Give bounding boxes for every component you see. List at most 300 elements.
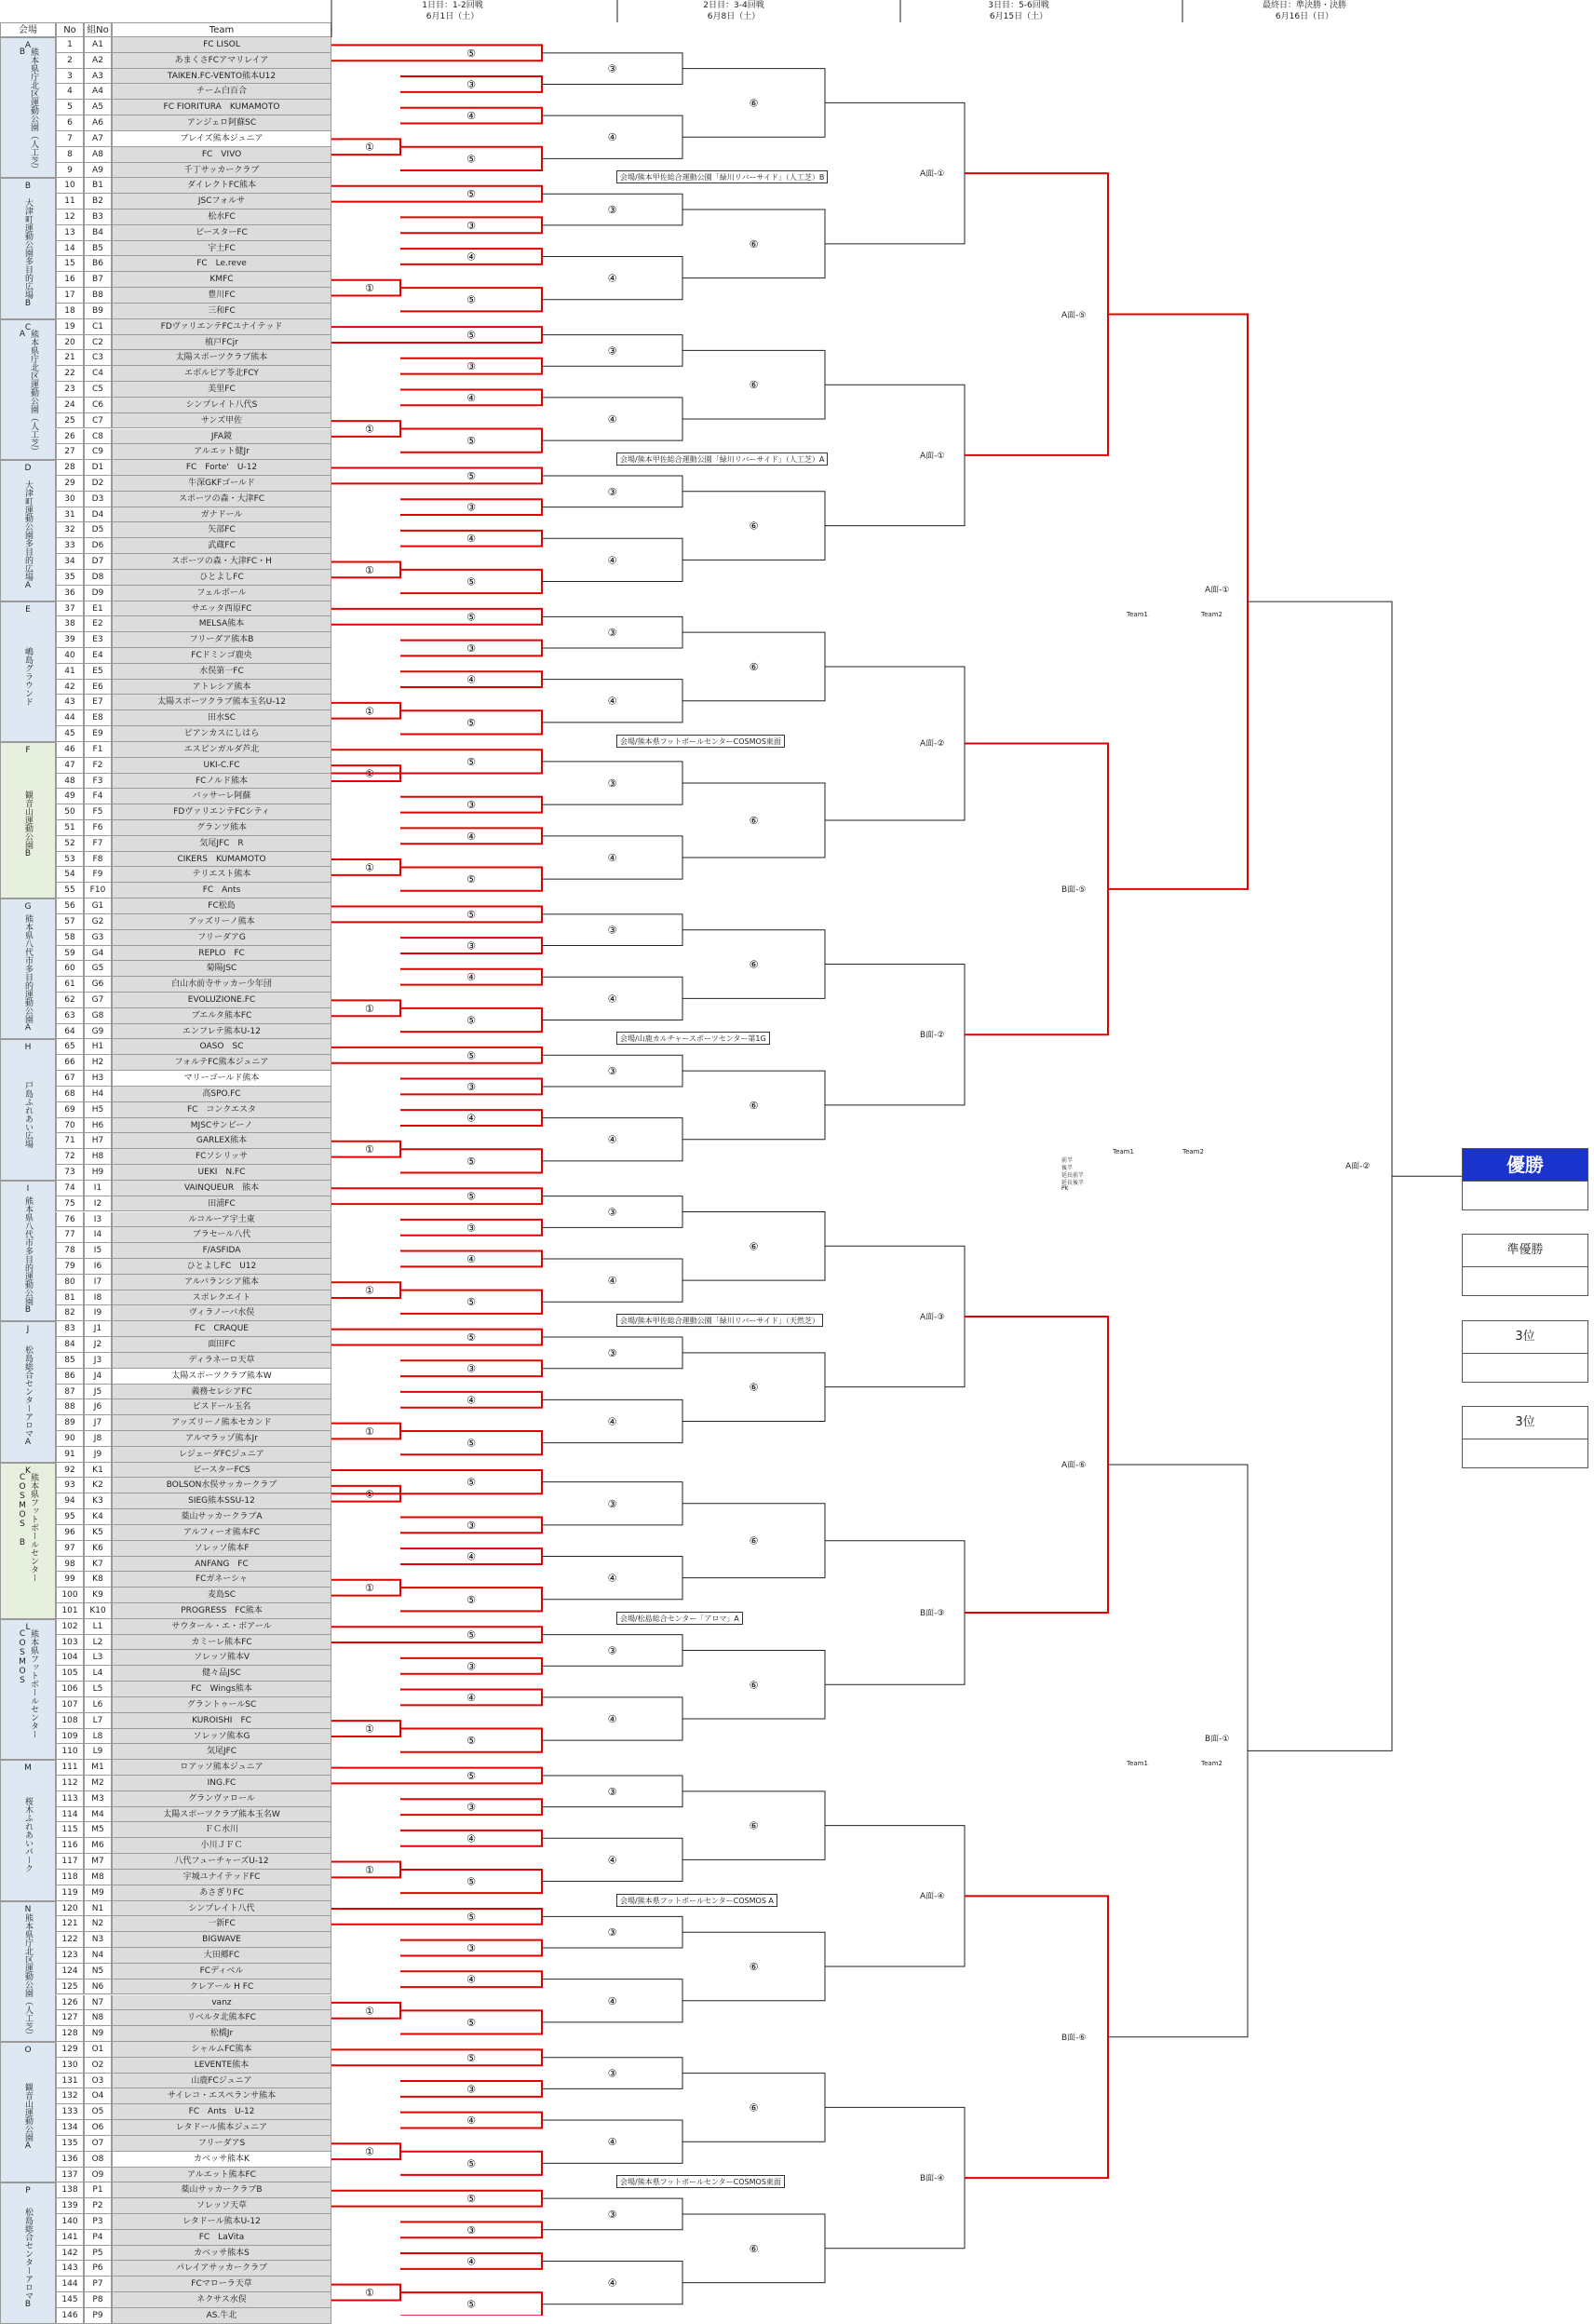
round-title: 3日目：5-6回戦 [988, 1, 1049, 10]
team-no: 111 [56, 1760, 84, 1776]
team-name: SIEG熊本SSU-12 [112, 1493, 331, 1509]
team-name: フリーダア熊本B [112, 632, 331, 648]
match-number: ④ [607, 993, 617, 1006]
team-slot: L1 [84, 1619, 112, 1635]
team-no: 124 [56, 1964, 84, 1979]
team-name: ガナドール [112, 507, 331, 523]
team-no: 133 [56, 2104, 84, 2120]
team-slot: P4 [84, 2230, 112, 2246]
round2-match [331, 750, 542, 773]
team-no: 49 [56, 789, 84, 804]
team-no: 33 [56, 538, 84, 554]
team-slot: G1 [84, 899, 112, 914]
team-name: サイレコ・エスペランサ熊本 [112, 2088, 331, 2104]
team-name: 太陽スポーツクラブ熊本W [112, 1369, 331, 1385]
team-no: 51 [56, 820, 84, 836]
team-name: 大田郷FC [112, 1948, 331, 1964]
match-number: ④ [607, 272, 617, 285]
team-no: 132 [56, 2088, 84, 2104]
court-label: A面-② [920, 739, 945, 750]
team-name: 山鹿FCジュニア [112, 2074, 331, 2089]
round2-match [331, 1909, 542, 1925]
team-name: ディラネーロ天草 [112, 1353, 331, 1369]
team-no: 57 [56, 914, 84, 930]
team2-head: Team2 [1201, 1760, 1223, 1768]
match-number: ⑤ [466, 47, 476, 60]
team-slot: I7 [84, 1275, 112, 1290]
team-name: ひとよしFC [112, 570, 331, 586]
team-no: 142 [56, 2246, 84, 2262]
venue-name: 大津町運動公園多目的広場A [23, 480, 33, 590]
team-slot: F1 [84, 742, 112, 758]
team-slot: K10 [84, 1603, 112, 1619]
team-slot: K6 [84, 1541, 112, 1557]
team-slot: F6 [84, 820, 112, 836]
team-slot: B6 [84, 256, 112, 272]
venue-letter: F [25, 745, 31, 755]
match-number: ④ [607, 1994, 617, 2007]
team-slot: O1 [84, 2042, 112, 2058]
team-name: 千丁サッカークラブ [112, 163, 331, 179]
team-no: 127 [56, 2010, 84, 2026]
team-slot: D7 [84, 554, 112, 570]
team-slot: K4 [84, 1509, 112, 1525]
match-number: ④ [466, 830, 476, 843]
team-no: 22 [56, 366, 84, 382]
match-number: ① [365, 2145, 374, 2158]
team-name: 美里FC [112, 382, 331, 398]
team-slot: C6 [84, 398, 112, 413]
team-no: 12 [56, 209, 84, 225]
round-date: 6月8日（土） [707, 12, 761, 21]
match-number: ⑤ [466, 153, 476, 166]
team-slot: M2 [84, 1776, 112, 1791]
match-number: ③ [607, 2067, 617, 2080]
team-slot: N6 [84, 1979, 112, 1995]
score-legend: PK [1061, 1185, 1069, 1193]
team-name: FCディベル [112, 1964, 331, 1979]
match-number: ④ [607, 412, 617, 426]
match-number: ⑤ [466, 1437, 476, 1450]
placing-label: 準優勝 [1463, 1235, 1587, 1267]
team-name: 太陽スポーツクラブ熊本玉名W [112, 1807, 331, 1823]
team1-head: Team1 [1113, 1148, 1134, 1156]
round2-match [331, 1768, 542, 1784]
match-number: ③ [607, 1644, 617, 1657]
team-slot: N5 [84, 1964, 112, 1979]
team-name: JFA鏡 [112, 429, 331, 445]
team-slot: L9 [84, 1744, 112, 1760]
team-no: 30 [56, 492, 84, 507]
team-no: 20 [56, 335, 84, 351]
team-slot: K3 [84, 1493, 112, 1509]
team-slot: L7 [84, 1713, 112, 1729]
team-no: 15 [56, 256, 84, 272]
semifinal [1108, 315, 1248, 889]
round-date: 6月15日（土） [989, 12, 1048, 21]
team-no: 129 [56, 2042, 84, 2058]
team-no: 108 [56, 1713, 84, 1729]
venue-name: 大津町運動公園多目的広場B [23, 198, 33, 309]
match-number: ④ [466, 1112, 476, 1125]
venue-letter: M [24, 1763, 32, 1774]
team-slot: A7 [84, 131, 112, 147]
team-no: 121 [56, 1916, 84, 1932]
team-slot: D8 [84, 570, 112, 586]
team-name: アルエット健Jr [112, 444, 331, 460]
winner-box [1462, 1148, 1588, 1210]
team-name: ブエルタ熊本FC [112, 1008, 331, 1024]
team-no: 34 [56, 554, 84, 570]
team-name: 麦島SC [112, 1588, 331, 1603]
team-no: 104 [56, 1650, 84, 1666]
team-slot: N9 [84, 2026, 112, 2042]
team-slot: P3 [84, 2214, 112, 2230]
match-number: ① [365, 423, 374, 436]
team-no: 134 [56, 2120, 84, 2136]
team-name: 一新FC [112, 1916, 331, 1932]
match-number: ① [365, 563, 374, 576]
team-slot: K7 [84, 1557, 112, 1573]
match-number: ① [365, 1143, 374, 1156]
team-no: 43 [56, 695, 84, 710]
team-no: 29 [56, 476, 84, 492]
team-name: FC LaVita [112, 2230, 331, 2246]
match-number: ④ [466, 1252, 476, 1265]
team-no: 48 [56, 774, 84, 790]
team-slot: L3 [84, 1650, 112, 1666]
match-number: ① [365, 705, 374, 718]
team-name: ブレイズ熊本ジュニア [112, 131, 331, 147]
team-slot: H4 [84, 1087, 112, 1102]
team-no: 117 [56, 1854, 84, 1870]
team-name: グラントゥールSC [112, 1697, 331, 1713]
team-name: ソレッソ天草 [112, 2198, 331, 2214]
team-no: 135 [56, 2136, 84, 2152]
team-slot: K5 [84, 1525, 112, 1541]
team-name: 小川ＪＦＣ [112, 1838, 331, 1854]
team-name: 三和FC [112, 304, 331, 319]
team-slot: O2 [84, 2058, 112, 2074]
venue-letter: C [24, 322, 32, 332]
team-no: 84 [56, 1337, 84, 1353]
venue-letter: B [24, 182, 32, 192]
venue-name: 観音山運動公園B [23, 790, 33, 859]
team-slot: K8 [84, 1572, 112, 1588]
match-number: ③ [607, 777, 617, 790]
team-name: 水俣第一FC [112, 664, 331, 680]
team-slot: M9 [84, 1885, 112, 1901]
team-no: 125 [56, 1979, 84, 1995]
team-name: FC VIVO [112, 147, 331, 163]
team-slot: J2 [84, 1337, 112, 1353]
team-name: 宇城ユナイテッドFC [112, 1870, 331, 1885]
match-number: ⑤ [466, 188, 476, 201]
match-number: ⑤ [466, 1049, 476, 1062]
venue-letter: J [26, 1325, 30, 1335]
venue-name: 嶋島グラウンド [23, 646, 33, 706]
team-slot: H7 [84, 1133, 112, 1149]
team-slot: K1 [84, 1463, 112, 1479]
team-slot: L6 [84, 1697, 112, 1713]
match-number: ③ [466, 78, 476, 91]
team-slot: B5 [84, 241, 112, 257]
team-name: 田水SC [112, 710, 331, 726]
round6-match [965, 173, 1108, 455]
team-slot: H3 [84, 1071, 112, 1087]
team-no: 63 [56, 1008, 84, 1024]
team-no: 82 [56, 1305, 84, 1321]
match-number: ⑤ [466, 329, 476, 342]
match-number: ③ [607, 1497, 617, 1510]
match-number: ⑤ [466, 1875, 476, 1888]
match-number: ⑤ [466, 2157, 476, 2170]
team-name: REPLO FC [112, 946, 331, 962]
team-no: 13 [56, 225, 84, 241]
match-number: ⑤ [466, 1331, 476, 1344]
team-no: 94 [56, 1493, 84, 1509]
team-name: アルバランシア熊本 [112, 1275, 331, 1290]
team-no: 71 [56, 1133, 84, 1149]
team-no: 55 [56, 883, 84, 899]
team-slot: J4 [84, 1369, 112, 1385]
team-slot: J1 [84, 1321, 112, 1337]
team-slot: C7 [84, 413, 112, 429]
team-slot: P9 [84, 2308, 112, 2324]
match-number: ③ [607, 1346, 617, 1359]
match-number: ③ [607, 1206, 617, 1219]
match-number: ⑥ [749, 1819, 759, 1832]
match-number: ⑤ [466, 1476, 476, 1489]
team1-head: Team1 [1127, 1760, 1148, 1768]
venue-name: 松島総合センターアロマB [23, 2207, 33, 2309]
team-name: FCドミンゴ鹿央 [112, 648, 331, 664]
court-label: A面-④ [920, 1892, 945, 1902]
team-no: 46 [56, 742, 84, 758]
team-name: グランヴァロール [112, 1791, 331, 1807]
match-number: ⑤ [466, 1155, 476, 1168]
match-number: ③ [607, 1785, 617, 1798]
team-slot: B9 [84, 304, 112, 319]
court-label: A面-⑤ [1061, 310, 1087, 320]
team-name: VAINQUEUR 熊本 [112, 1181, 331, 1196]
court-label: B面-① [1205, 1735, 1230, 1745]
team-no: 41 [56, 664, 84, 680]
team-name: エボルピア苓北FCY [112, 366, 331, 382]
team-name: FDヴァリエンテFCユナイテッド [112, 319, 331, 335]
team-slot: E6 [84, 680, 112, 696]
team-name: ダイレクトFC熊本 [112, 178, 331, 194]
team-slot: J6 [84, 1399, 112, 1415]
team-slot: F4 [84, 789, 112, 804]
team-no: 137 [56, 2168, 84, 2183]
team-slot: B2 [84, 194, 112, 209]
match-number: ⑤ [466, 1911, 476, 1924]
match-number: ⑥ [749, 520, 759, 533]
score-legend: 前半 [1061, 1157, 1074, 1165]
team-name: フリーダアG [112, 930, 331, 946]
venue-box: 会場/熊本甲佐総合運動公園「緑川リバーサイド」（人工芝）A [616, 453, 828, 466]
team-name: アンジェロ阿蘇SC [112, 115, 331, 131]
team-no: 37 [56, 601, 84, 617]
team-no: 103 [56, 1635, 84, 1651]
team-no: 35 [56, 570, 84, 586]
team-name: カベッサ熊本K [112, 2152, 331, 2168]
team-slot: I1 [84, 1181, 112, 1196]
round-title: 2日目：3-4回戦 [703, 1, 764, 10]
team-no: 126 [56, 1995, 84, 2011]
placing-box [1462, 1320, 1588, 1383]
team-slot: G3 [84, 930, 112, 946]
team-no: 28 [56, 460, 84, 476]
team-slot: H2 [84, 1055, 112, 1071]
match-number: ③ [466, 2223, 476, 2236]
team-name: サウタール・エ・ボアール [112, 1619, 331, 1635]
semifinal [1108, 1465, 1248, 2037]
team-slot: I9 [84, 1305, 112, 1321]
team-slot: G8 [84, 1008, 112, 1024]
team-name: フェルボール [112, 586, 331, 601]
team-slot: K2 [84, 1478, 112, 1493]
team-no: 58 [56, 930, 84, 946]
team-slot: E8 [84, 710, 112, 726]
match-number: ⑤ [466, 1770, 476, 1783]
team-name: EVOLUZIONE.FC [112, 993, 331, 1008]
team-name: MELSA熊本 [112, 616, 331, 632]
team-slot: N4 [84, 1948, 112, 1964]
team-no: 88 [56, 1399, 84, 1415]
team-no: 76 [56, 1212, 84, 1228]
team-no: 9 [56, 163, 84, 179]
team-no: 107 [56, 1697, 84, 1713]
team-no: 86 [56, 1369, 84, 1385]
team-name: エスピンガルダ芦北 [112, 742, 331, 758]
score-legend: 延長後半 [1061, 1180, 1085, 1187]
team-no: 122 [56, 1932, 84, 1948]
team-name: ビスドール玉名 [112, 1399, 331, 1415]
round2-match [331, 327, 542, 343]
team-name: アッズリーノ熊本 [112, 914, 331, 930]
match-number: ⑤ [466, 873, 476, 886]
score-legend: 後半 [1061, 1165, 1074, 1172]
match-number: ④ [466, 1394, 476, 1407]
match-number: ③ [466, 1519, 476, 1532]
team-name: FC FIORITURA KUMAMOTO [112, 100, 331, 115]
placing-box [1462, 1234, 1588, 1296]
round2-match [331, 1188, 542, 1204]
team-name: 武蔵FC [112, 538, 331, 554]
team-no: 78 [56, 1243, 84, 1259]
team-slot: D9 [84, 586, 112, 601]
team-no: 69 [56, 1102, 84, 1118]
team-name: FC Forte' U-12 [112, 460, 331, 476]
team-slot: C3 [84, 350, 112, 366]
team-slot: C1 [84, 319, 112, 335]
team-slot: C4 [84, 366, 112, 382]
team-name: FC松島 [112, 899, 331, 914]
team-no: 128 [56, 2026, 84, 2042]
venue-letter: H [24, 1043, 32, 1053]
match-number: ③ [466, 219, 476, 232]
team-name: パレイアサッカークラブ [112, 2261, 331, 2277]
team2-head: Team2 [1201, 611, 1223, 619]
team-slot: A1 [84, 37, 112, 53]
team-slot: F7 [84, 836, 112, 852]
team-no: 24 [56, 398, 84, 413]
team-name: カベッサ熊本S [112, 2246, 331, 2262]
team-no: 52 [56, 836, 84, 852]
match-number: ⑤ [466, 2193, 476, 2206]
team-slot: B1 [84, 178, 112, 194]
court-label: A面-① [1205, 586, 1230, 596]
match-number: ⑤ [466, 1014, 476, 1027]
match-number: ④ [607, 2136, 617, 2149]
team-no: 77 [56, 1227, 84, 1243]
team-no: 96 [56, 1525, 84, 1541]
placing-label: 3位 [1463, 1407, 1587, 1439]
team-no: 31 [56, 507, 84, 523]
team-no: 97 [56, 1541, 84, 1557]
team-slot: I5 [84, 1243, 112, 1259]
team-name: リベルタ北熊本FC [112, 2010, 331, 2026]
round6-match [965, 1317, 1108, 1613]
team-no: 106 [56, 1682, 84, 1697]
team-slot: G9 [84, 1024, 112, 1040]
team-no: 40 [56, 648, 84, 664]
team-name: ひとよしFC U12 [112, 1259, 331, 1275]
team-name: 植戸FCjr [112, 335, 331, 351]
team-name: 八代フューチャーズU-12 [112, 1854, 331, 1870]
match-number: ③ [466, 1362, 476, 1375]
team-no: 62 [56, 993, 84, 1008]
team-name: BIGWAVE [112, 1932, 331, 1948]
team-name: ピアンカスにしはら [112, 726, 331, 742]
team-name: 菊陽JSC [112, 961, 331, 977]
venue-letter: A [24, 41, 32, 50]
team-no: 119 [56, 1885, 84, 1901]
team-name: KMFC [112, 272, 331, 288]
team-slot: O9 [84, 2168, 112, 2183]
match-number: ③ [466, 1222, 476, 1235]
match-number: ④ [607, 2277, 617, 2290]
team-name: CIKERS KUMAMOTO [112, 852, 331, 868]
court-label: A面-① [920, 169, 945, 180]
match-number: ⑤ [466, 1735, 476, 1748]
team-name: FCガネーシャ [112, 1572, 331, 1588]
team-no: 72 [56, 1149, 84, 1165]
court-label: B面-④ [920, 2174, 945, 2184]
team-no: 19 [56, 319, 84, 335]
venue-letter: N [24, 1904, 32, 1914]
venue-box: 会場/熊本県フットボールセンターCOSMOS東面 [616, 2175, 785, 2188]
team-name: ING.FC [112, 1776, 331, 1791]
court-label: A面-⑥ [1061, 1460, 1087, 1470]
team-slot: F9 [84, 867, 112, 883]
team-slot: L4 [84, 1666, 112, 1682]
team-slot: G4 [84, 946, 112, 962]
team-slot: L8 [84, 1729, 112, 1745]
team-name: 白山水前寺サッカー少年団 [112, 977, 331, 993]
team-name: ビースターFCS [112, 1463, 331, 1479]
match-number: ④ [466, 391, 476, 404]
no-header: No [56, 22, 84, 37]
team-name: ソレッソ熊本G [112, 1729, 331, 1745]
team-slot: E3 [84, 632, 112, 648]
match-number: ⑥ [749, 815, 759, 827]
venue-name: 松島総合センターアロマA [23, 1345, 33, 1448]
team-slot: F8 [84, 852, 112, 868]
match-number: ① [365, 861, 374, 874]
